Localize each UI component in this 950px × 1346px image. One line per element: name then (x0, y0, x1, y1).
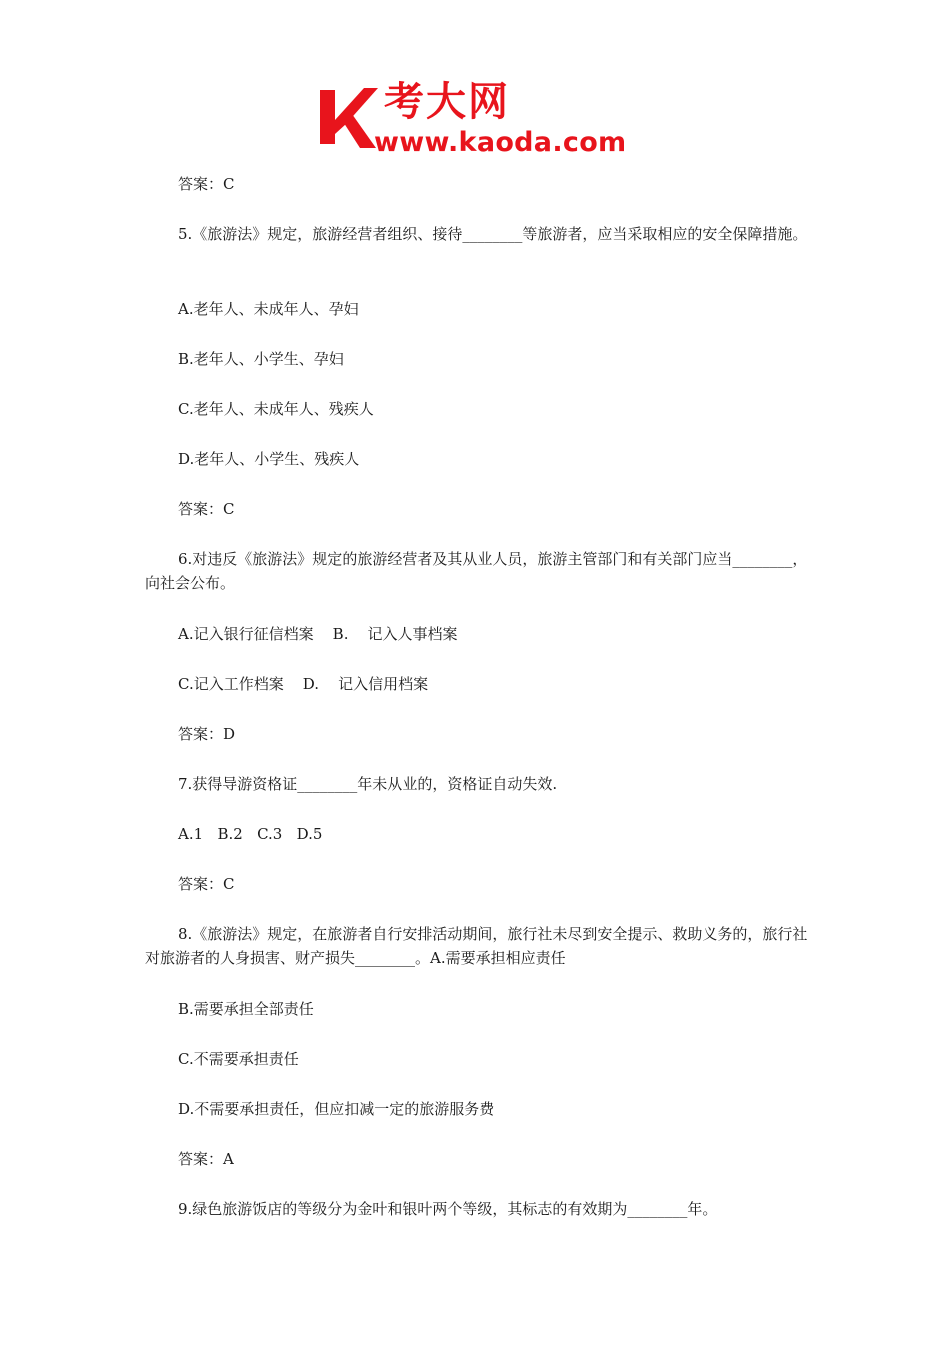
question-9: 9.绿色旅游饭店的等级分为金叶和银叶两个等级，其标志的有效期为________年。 (178, 1200, 718, 1218)
q6-options-ab: A.记入银行征信档案 B. 记入人事档案 (178, 625, 458, 643)
answer-q4: 答案：C (178, 175, 235, 193)
logo-url-text: www.kaoda.com (374, 127, 627, 158)
q8-option-c: C.不需要承担责任 (178, 1050, 299, 1068)
question-6: 6.对违反《旅游法》规定的旅游经营者及其从业人员，旅游主管部门和有关部门应当________，向社会公布。 (145, 550, 808, 592)
answer-q7: 答案：C (178, 875, 235, 893)
question-8: 8.《旅游法》规定，在旅游者自行安排活动期间，旅行社未尽到安全提示、救助义务的，旅行社对旅游者的人身损害、财产损失________。A.需要承担相应责任 (145, 925, 808, 967)
q6-options-cd: C.记入工作档案 D. 记入信用档案 (178, 675, 429, 693)
q7-options: A.1 B.2 C.3 D.5 (178, 825, 323, 843)
q5-option-a: A.老年人、未成年人、孕妇 (178, 300, 359, 318)
question-5: 5.《旅游法》规定，旅游经营者组织、接待________等旅游者，应当采取相应的安全保障措施。 (178, 225, 808, 243)
kaoda-logo (318, 80, 640, 158)
q8-option-b: B.需要承担全部责任 (178, 1000, 314, 1018)
answer-q6: 答案：D (178, 725, 236, 743)
answer-q5: 答案：C (178, 500, 235, 518)
answer-q8: 答案：A (178, 1150, 234, 1168)
q8-option-d: D.不需要承担责任，但应扣减一定的旅游服务费 (178, 1100, 495, 1118)
q5-option-d: D.老年人、小学生、残疾人 (178, 450, 360, 468)
k-logo-icon (318, 84, 378, 150)
logo-brand-text: 考大网 (384, 79, 510, 125)
question-7: 7.获得导游资格证________年未从业的，资格证自动失效. (178, 775, 558, 793)
q5-option-b: B.老年人、小学生、孕妇 (178, 350, 344, 368)
q5-option-c: C.老年人、未成年人、残疾人 (178, 400, 374, 418)
